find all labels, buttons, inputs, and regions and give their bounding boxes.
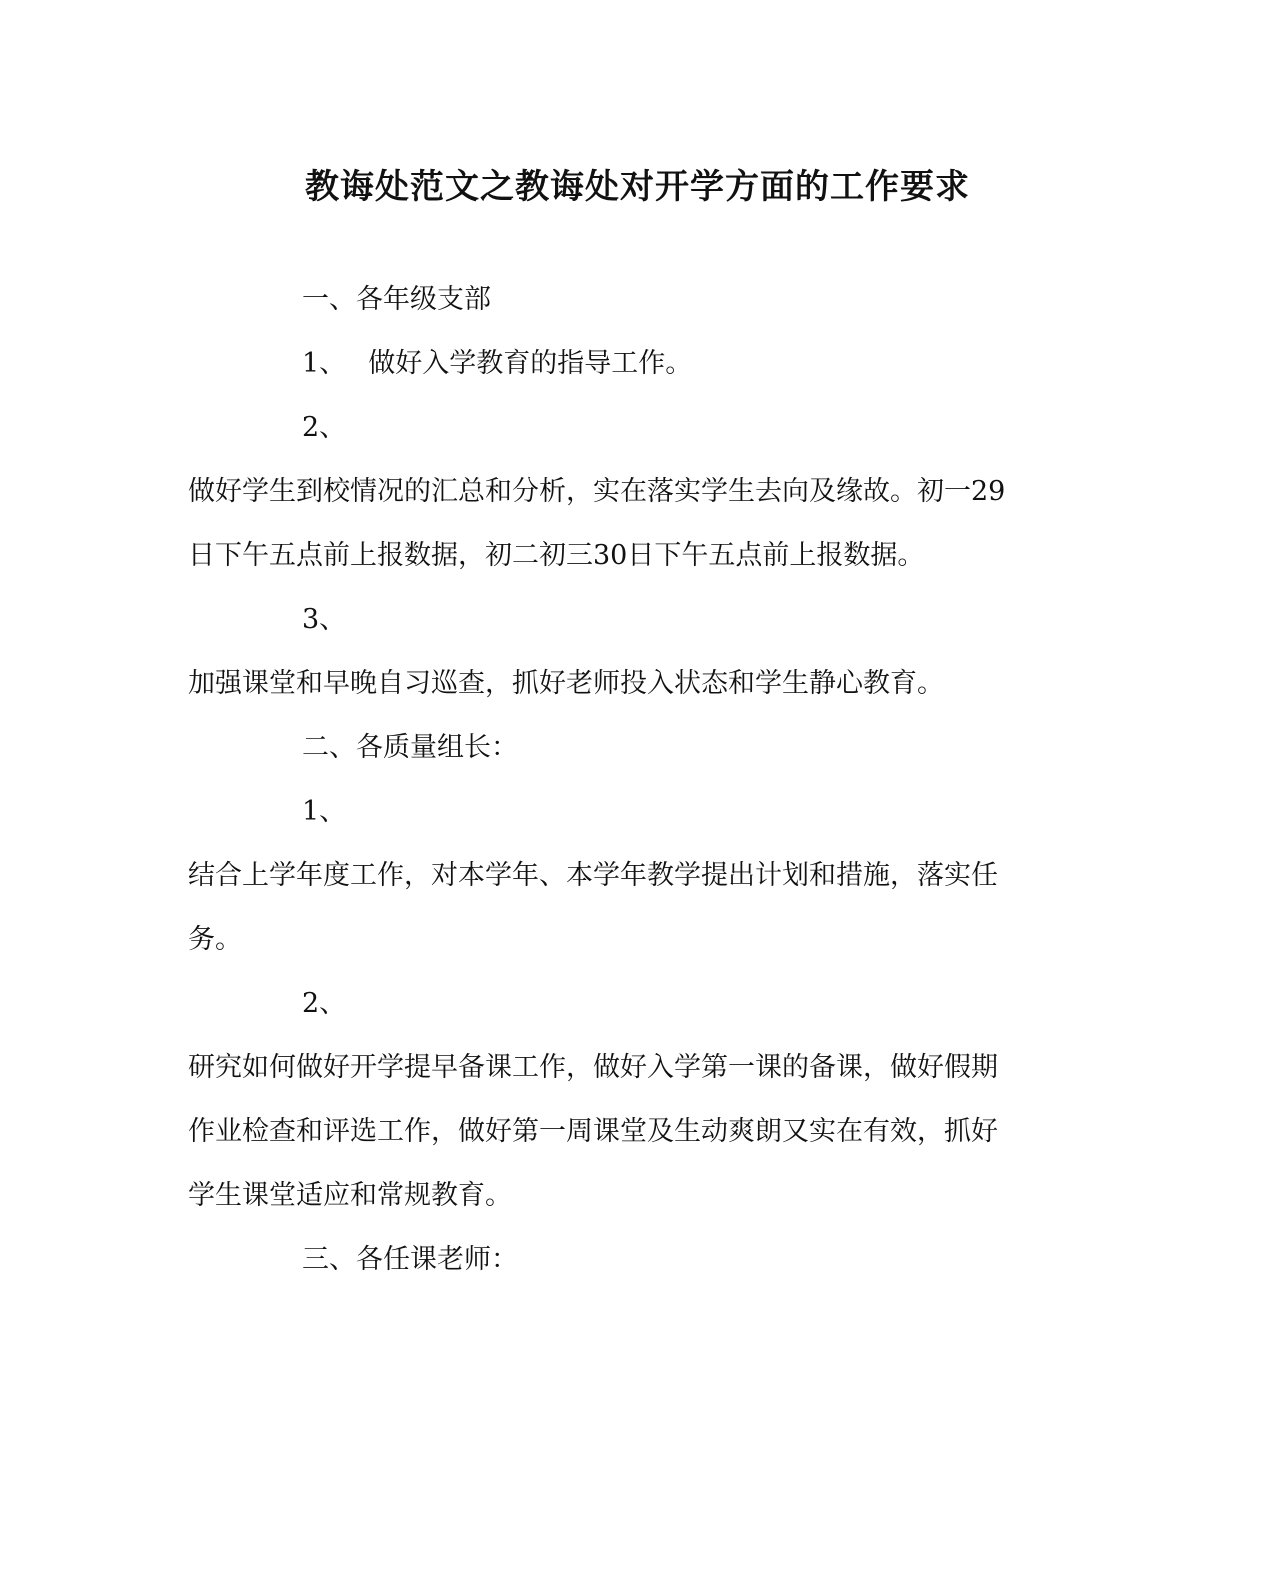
item-number-1: 1、 — [302, 796, 347, 827]
paragraph-line: 研究如何做好开学提早备课工作，做好入学第一课的备课，做好假期 — [188, 1052, 998, 1083]
paragraph-line: 日下午五点前上报数据，初二初三30日下午五点前上报数据。 — [188, 540, 925, 571]
item-number-3: 3、 — [302, 604, 347, 635]
item-number-2: 2、 — [302, 988, 347, 1019]
section-heading-quality-leaders: 二、各质量组长： — [302, 732, 518, 763]
item-number-2: 2、 — [302, 412, 347, 443]
paragraph-line: 务。 — [188, 924, 242, 955]
item-number-1: 1、 做好入学教育的指导工作。 — [302, 348, 693, 379]
section-heading-grade-branches: 一、各年级支部 — [302, 284, 491, 315]
paragraph-line: 加强课堂和早晚自习巡查，抓好老师投入状态和学生静心教育。 — [188, 668, 944, 699]
paragraph-line: 结合上学年度工作，对本学年、本学年教学提出计划和措施，落实任 — [188, 860, 998, 891]
section-heading-teachers: 三、各任课老师： — [302, 1244, 518, 1275]
paragraph-line: 作业检查和评选工作，做好第一周课堂及生动爽朗又实在有效，抓好 — [188, 1116, 998, 1147]
document-title: 教诲处范文之教诲处对开学方面的工作要求 — [305, 167, 970, 207]
paragraph-line: 学生课堂适应和常规教育。 — [188, 1180, 512, 1211]
paragraph-line: 做好学生到校情况的汇总和分析，实在落实学生去向及缘故。初一29 — [188, 476, 1006, 507]
